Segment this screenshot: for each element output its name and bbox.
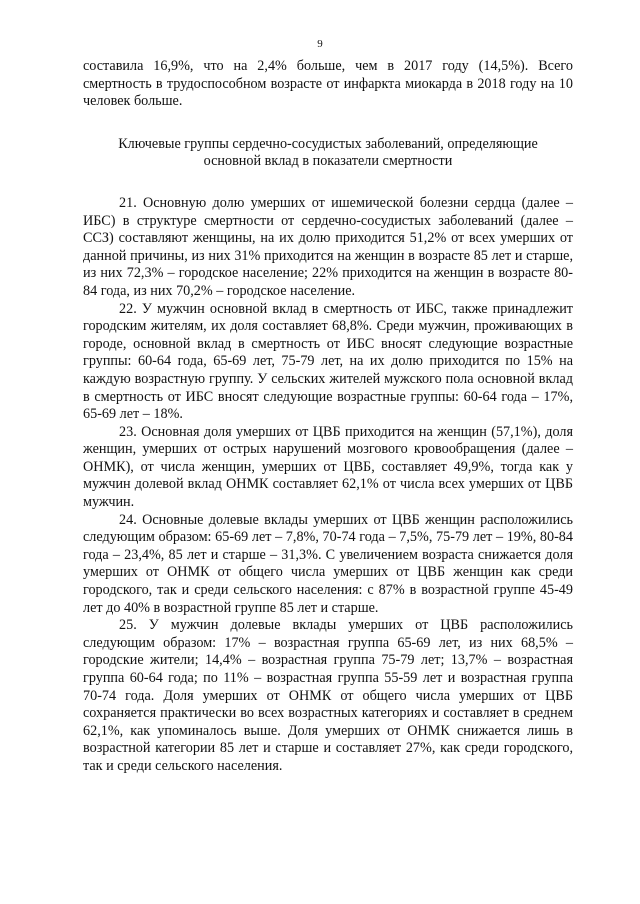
intro-paragraph: составила 16,9%, что на 2,4% больше, чем в 2017 году (14,5%). Всего смертность в трудоспособном возрасте от инфаркта миокарда в 2018 году на 10 человек больше.	[83, 58, 573, 110]
page-number: 9	[317, 38, 323, 50]
paragraph-21: 21. Основную долю умерших от ишемической болезни сердца (далее – ИБС) в структуре смертности от сердечно-сосудистых заболеваний (далее – ССЗ) составляют женщины, на их долю приходится 51,2% от всех умерших от данной причины, из них 31% приходится на женщин в возрасте 85 лет и старше, из них 72,3% – городское население; 22% приходится на женщин в возрасте 80-84 года, из них 70,2% – городское население.	[83, 194, 573, 299]
paragraph-25: 25. У мужчин долевые вклады умерших от ЦВБ расположились следующим образом: 17% – возрастная группа 65-69 лет, из них 68,5% – городские жители; 14,4% – возрастная группа 75-79 лет; 13,7% – возрастная группа 60-64 года; по 11% – возрастная группа 55-59 лет и возрастная группа 70-74 года. Доля умерших от ОНМК от общего числа умерших от ЦВБ сохраняется практически во всех возрастных категориях и составляет в среднем 62,1%, как упоминалось выше. Доля умерших от ОНМК снижается лишь в возрастной категории 85 лет и старше и составляет 27%, как среди городского, так и среди сельского населения.	[83, 617, 573, 774]
paragraph-24: 24. Основные долевые вклады умерших от ЦВБ женщин расположились следующим образом: 65-69 лет – 7,8%, 70-74 года – 7,5%, 75-79 лет – 19%, 80-84 года – 23,4%, 85 лет и старше – 31,3%. С увеличением возраста снижается доля умерших от ОНМК от общего числа умерших от ЦВБ женщин как среди городского, так и среди сельского населения: с 87% в возрастной группе 45-49 лет до 40% в возрастной группе 85 лет и старше.	[83, 511, 573, 616]
paragraph-23: 23. Основная доля умерших от ЦВБ приходится на женщин (57,1%), доля женщин, умерших от острых нарушений мозгового кровообращения (далее – ОНМК), от числа женщин, умерших от ЦВБ, составляет 49,9%, тогда как у мужчин долевой вклад ОНМК составляет 62,1% от числа всех умерших от ЦВБ мужчин.	[83, 423, 573, 511]
document-body	[83, 58, 573, 776]
section-heading: Ключевые группы сердечно-сосудистых заболеваний, определяющие основной вклад в показатели смертности	[118, 135, 538, 170]
paragraph-22: 22. У мужчин основной вклад в смертность от ИБС, также принадлежит городским жителям, их доля составляет 68,8%. Среди мужчин, проживающих в городе, основной вклад в смертность от ИБС вносят следующие возрастные группы: 60-64 года, 65-69 лет, 75-79 лет, на их долю приходится по 15% на каждую возрастную группу. У сельских жителей мужского пола основной вклад в смертность от ИБС вносят следующие возрастные группы: 60-64 года – 17%, 65-69 лет – 18%.	[83, 300, 573, 423]
